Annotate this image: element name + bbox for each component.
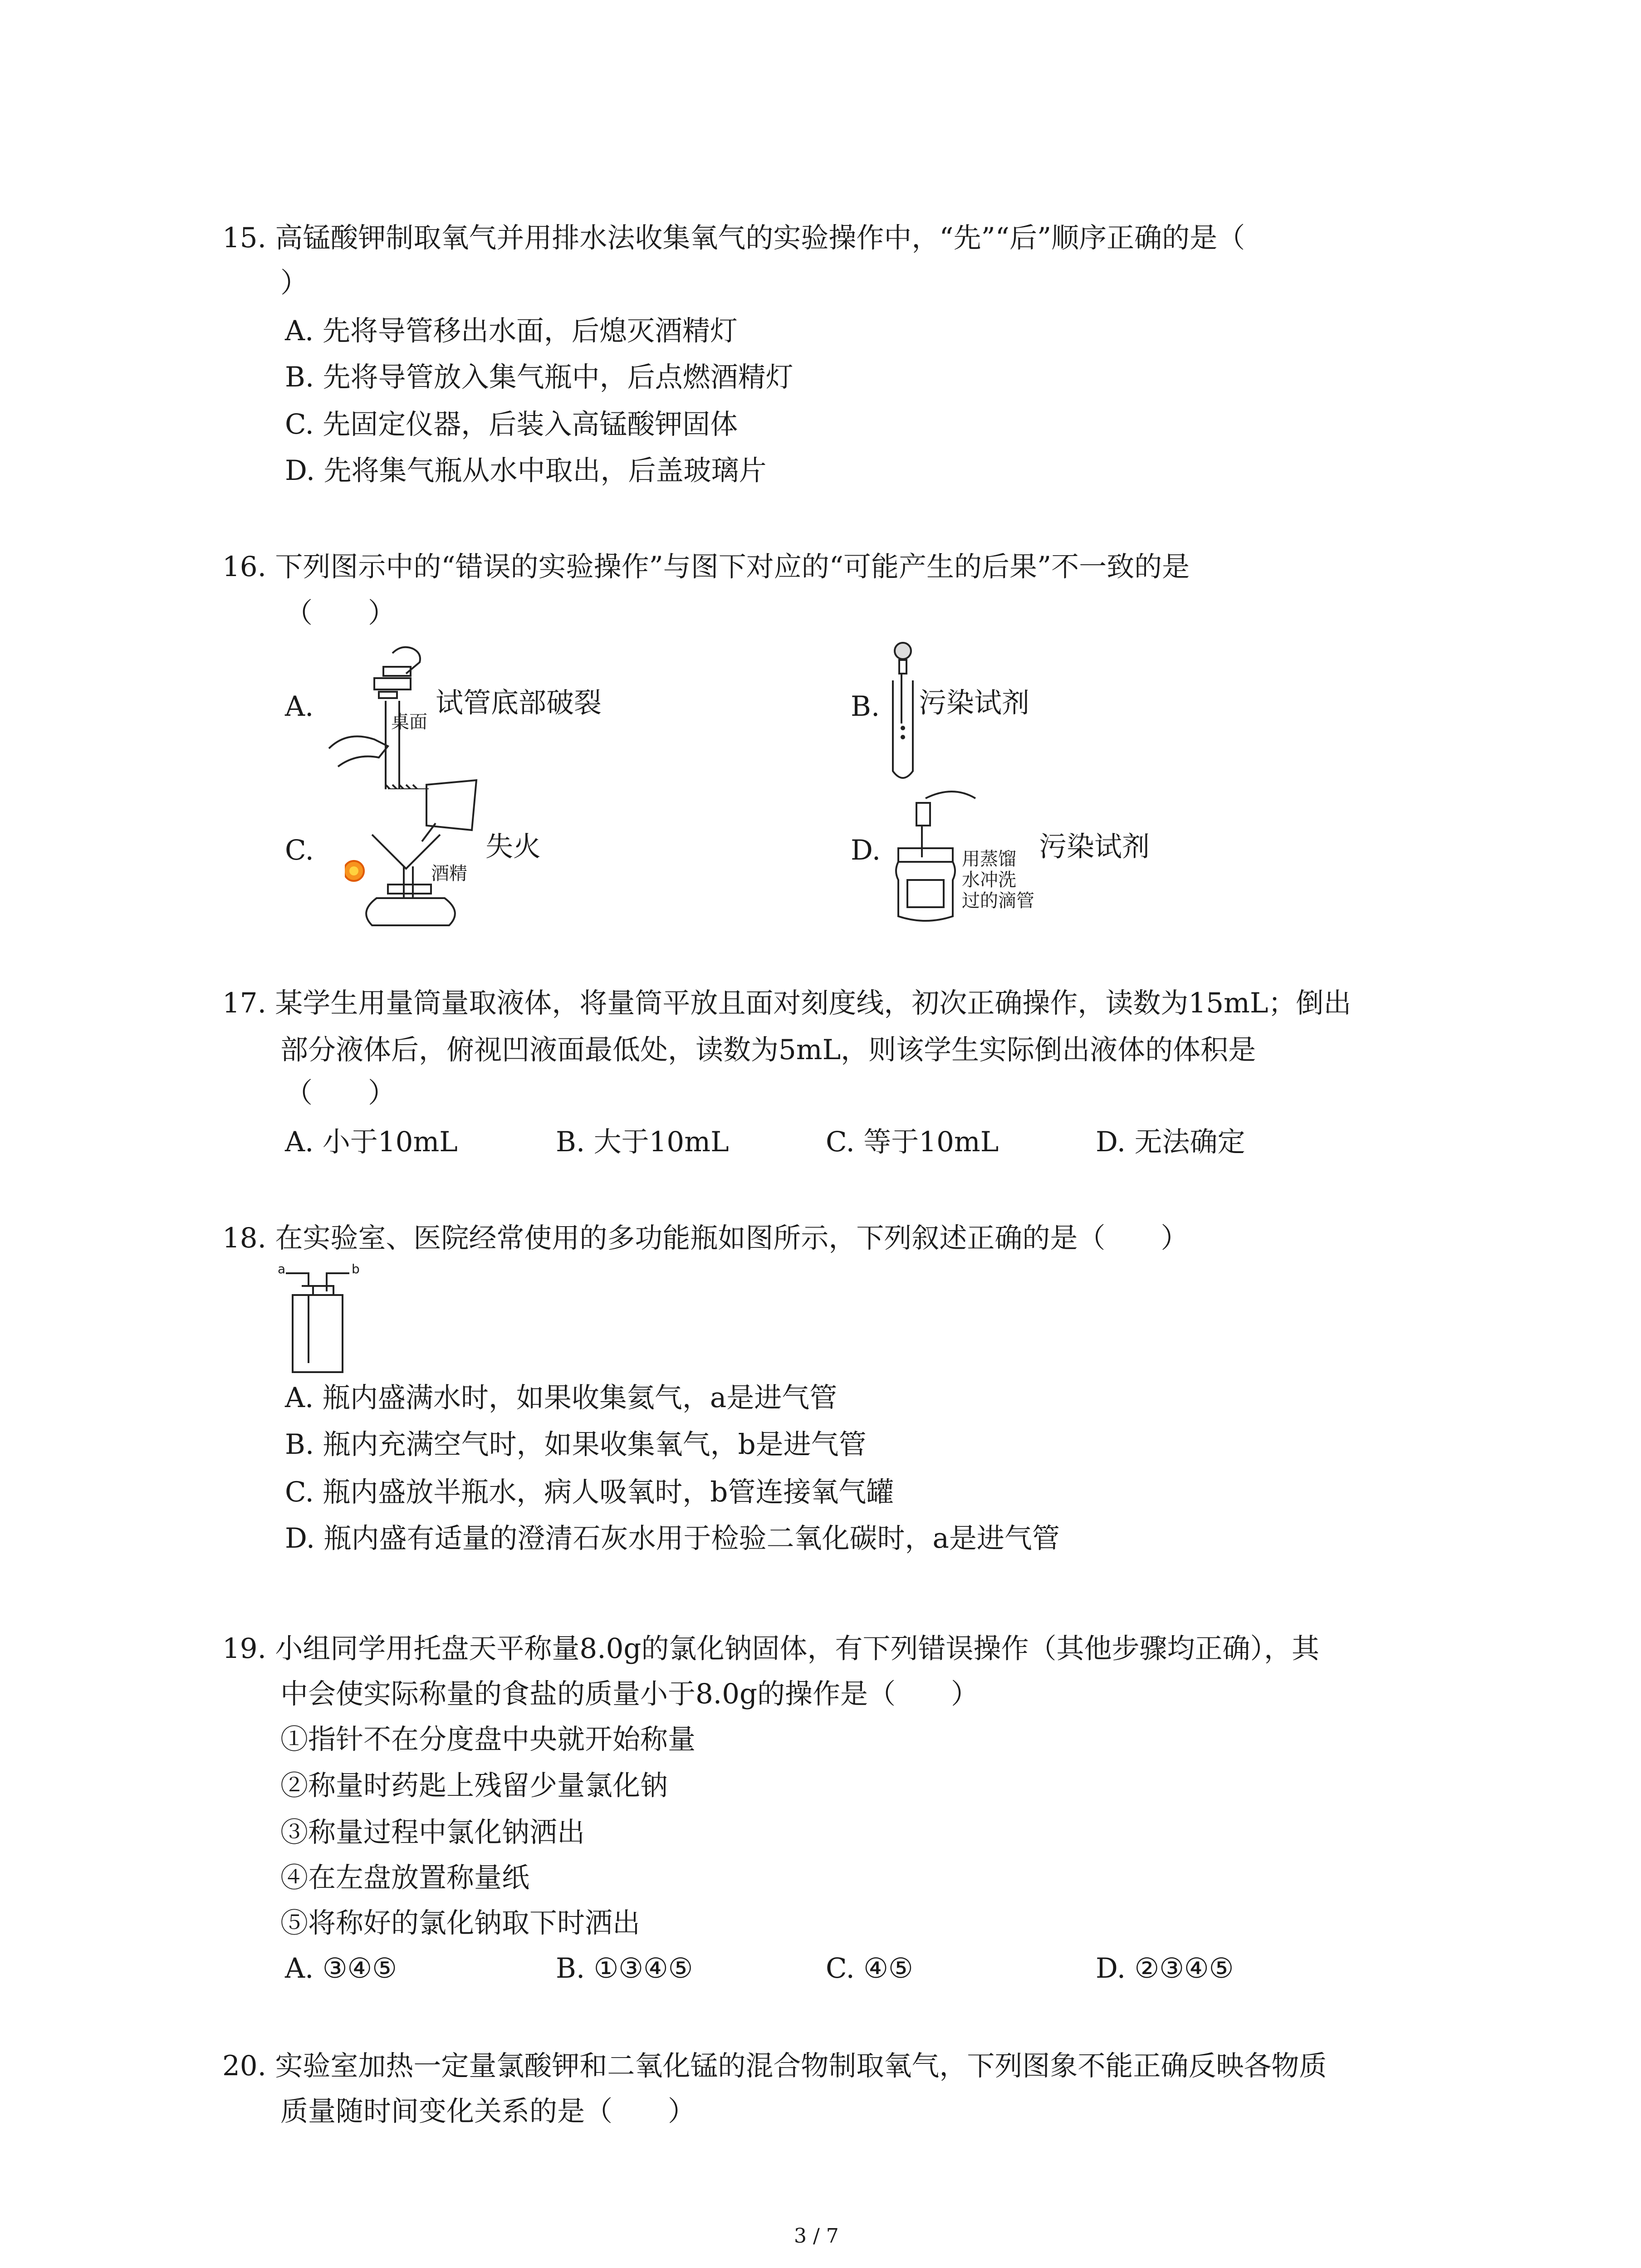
q15-option-d: D. 先将集气瓶从水中取出，后盖玻璃片 xyxy=(285,455,767,487)
q19-option-a: A. ③④⑤ xyxy=(285,1952,397,1984)
q19-item-4: ④在左盘放置称量纸 xyxy=(280,1862,530,1894)
q16-c-alcohol-label: 酒精 xyxy=(431,863,467,884)
q18-stem: 18. 在实验室、医院经常使用的多功能瓶如图所示，下列叙述正确的是（ ） xyxy=(222,1222,1189,1254)
q16-stem: 16. 下列图示中的“错误的实验操作”与图下对应的“可能产生的后果”不一致的是 xyxy=(222,551,1190,583)
q18-option-c: C. 瓶内盛放半瓶水，病人吸氧时，b管连接氧气罐 xyxy=(285,1476,894,1508)
q16-paren: （ ） xyxy=(285,597,396,629)
q17-option-a: A. 小于10mL xyxy=(285,1126,458,1158)
q16-b-result: 污染试剂 xyxy=(919,687,1030,719)
q17-option-b: B. 大于10mL xyxy=(556,1126,729,1158)
q15-option-b: B. 先将导管放入集气瓶中，后点燃酒精灯 xyxy=(285,361,794,393)
q16-c-figure xyxy=(345,776,485,930)
q19-item-3: ③称量过程中氯化钠洒出 xyxy=(280,1816,585,1848)
q18-option-a: A. 瓶内盛满水时，如果收集氦气，a是进气管 xyxy=(285,1382,838,1414)
q19-item-2: ②称量时药匙上残留少量氯化钠 xyxy=(280,1769,668,1802)
q17-paren: （ ） xyxy=(285,1077,396,1109)
q19-option-c: C. ④⑤ xyxy=(826,1952,913,1984)
q16-d-letter: D. xyxy=(851,834,881,866)
q16-b-figure xyxy=(889,640,916,785)
q15-option-c: C. 先固定仪器，后装入高锰酸钾固体 xyxy=(285,408,738,440)
q19-option-b: B. ①③④⑤ xyxy=(556,1952,693,1984)
q15-option-a: A. 先将导管移出水面，后熄灭酒精灯 xyxy=(285,315,738,347)
q18-option-d: D. 瓶内盛有适量的澄清石灰水用于检验二氧化碳时，a是进气管 xyxy=(285,1522,1060,1554)
q17-option-c: C. 等于10mL xyxy=(826,1126,999,1158)
q16-c-letter: C. xyxy=(285,834,314,866)
q16-c-result: 失火 xyxy=(485,831,541,863)
q16-a-result: 试管底部破裂 xyxy=(436,687,602,719)
q19-line1: 19. 小组同学用托盘天平称量8.0g的氯化钠固体，有下列错误操作（其他步骤均正确），其 xyxy=(222,1633,1319,1665)
q16-d-result: 污染试剂 xyxy=(1039,831,1150,863)
q19-line2: 中会使实际称量的食盐的质量小于8.0g的操作是（ ） xyxy=(280,1678,979,1710)
q18-bottle-figure xyxy=(281,1268,354,1377)
q17-line1: 17. 某学生用量筒量取液体，将量筒平放且面对刻度线，初次正确操作，读数为15mL；倒出 xyxy=(222,987,1352,1019)
q16-b-letter: B. xyxy=(851,690,880,723)
q15-stem-cont: ） xyxy=(280,267,309,299)
q17-option-d: D. 无法确定 xyxy=(1096,1126,1245,1158)
q16-a-letter: A. xyxy=(285,690,314,723)
q19-option-d: D. ②③④⑤ xyxy=(1096,1952,1234,1984)
q18-option-b: B. 瓶内充满空气时，如果收集氧气，b是进气管 xyxy=(285,1428,867,1461)
q16-d-label-line1: 用蒸馏 xyxy=(962,849,1016,870)
q18-fig-label-b: b xyxy=(352,1261,360,1276)
q20-line1: 20. 实验室加热一定量氯酸钾和二氧化锰的混合物制取氧气，下列图象不能正确反映各物质 xyxy=(222,2050,1327,2082)
q17-line2: 部分液体后，俯视凹液面最低处，读数为5mL，则该学生实际倒出液体的体积是 xyxy=(280,1034,1256,1066)
q16-d-label-line2: 水冲洗 xyxy=(962,870,1016,890)
q19-item-1: ①指针不在分度盘中央就开始称量 xyxy=(280,1723,696,1755)
page-number: 3 / 7 xyxy=(794,2224,839,2248)
q15-stem: 15. 高锰酸钾制取氧气并用排水法收集氧气的实验操作中，“先”“后”顺序正确的是（ xyxy=(222,222,1245,254)
q20-line2: 质量随时间变化关系的是（ ） xyxy=(280,2095,696,2127)
q18-fig-label-a: a xyxy=(278,1261,286,1276)
q19-item-5: ⑤将称好的氯化钠取下时洒出 xyxy=(280,1907,641,1939)
q16-a-table-label: 桌面 xyxy=(391,712,427,733)
q16-d-label-line3: 过的滴管 xyxy=(962,890,1034,911)
